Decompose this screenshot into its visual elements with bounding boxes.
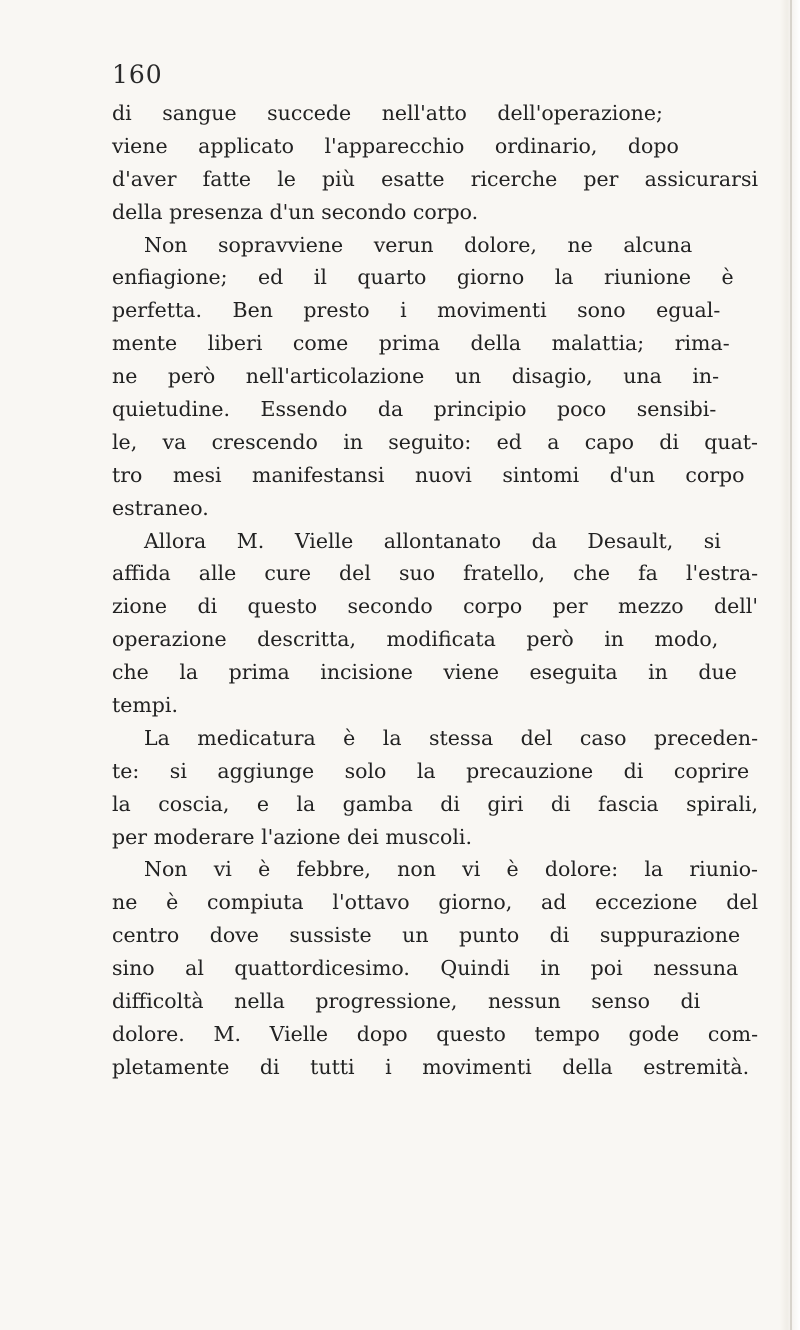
text-line-content: Non sopravviene verun dolore, ne alcuna <box>144 232 693 257</box>
text-line <box>112 952 758 985</box>
text-line <box>112 853 758 886</box>
text-line <box>112 919 758 952</box>
text-line-content: tro mesi manifestansi nuovi sintomi d'un corpo <box>112 462 745 487</box>
text-line-content: di sangue succede nell'atto dell'operazione; <box>112 101 663 125</box>
text-line <box>112 755 758 788</box>
text-line-content: difficoltà nella progressione, nessun senso di <box>112 989 701 1014</box>
text-line-content: La medicatura è la stessa del caso preceden- <box>144 725 759 750</box>
text-line-content: quietudine. Essendo da principio poco sensibi- <box>112 397 717 422</box>
text-line-content: mente liberi come prima della malattia; rima- <box>112 331 730 356</box>
text-line <box>112 1018 758 1051</box>
text-line-content: d'aver fatte le più esatte ricerche per assicurarsi <box>112 166 759 191</box>
page-number: 160 <box>112 60 163 89</box>
text-line-content: operazione descritta, modificata però in modo, <box>112 627 719 652</box>
text-line <box>112 327 758 360</box>
text-line-content: la coscia, e la gamba di giri di fascia spirali, <box>112 791 758 816</box>
text-line <box>112 788 758 821</box>
text-line <box>112 163 758 196</box>
text-line <box>112 426 758 459</box>
text-line-content: dolore. M. Vielle dopo questo tempo gode com- <box>112 1021 759 1046</box>
text-line <box>112 557 758 590</box>
text-line-content: che la prima incisione viene eseguita in due <box>112 660 737 685</box>
page-edge-line <box>790 0 792 1330</box>
text-line-content: perfetta. Ben presto i movimenti sono egual- <box>112 298 721 323</box>
text-line-content: Allora M. Vielle allontanato da Desault, si <box>144 528 721 553</box>
text-line-content: estraneo. <box>112 495 209 520</box>
text-line <box>112 722 758 755</box>
text-line <box>112 261 758 294</box>
text-line <box>112 393 758 426</box>
text-line-content: sino al quattordicesimo. Quindi in poi nessuna <box>112 956 739 981</box>
text-line-content: tempi. <box>112 693 179 718</box>
text-line-content: della presenza d'un secondo corpo. <box>112 199 479 224</box>
text-line <box>112 821 758 854</box>
body-text <box>112 97 758 1084</box>
text-line-content: zione di questo secondo corpo per mezzo dell' <box>112 594 758 619</box>
text-line-content: pletamente di tutti i movimenti della estremità. <box>112 1054 750 1079</box>
text-line <box>112 590 758 623</box>
text-line <box>112 623 758 656</box>
text-line-content: Non vi è febbre, non vi è dolore: la riunio- <box>144 857 758 882</box>
text-line <box>112 886 758 919</box>
text-line-content: ne è compiuta l'ottavo giorno, ad eccezione del <box>112 890 759 915</box>
text-line-content: affida alle cure del suo fratello, che fa l'estra- <box>112 561 759 586</box>
text-line-content: te: si aggiunge solo la precauzione di coprire <box>112 758 750 783</box>
text-line <box>112 360 758 393</box>
text-line <box>112 459 758 492</box>
text-line <box>112 1051 758 1084</box>
text-line <box>112 294 758 327</box>
text-line-content: le, va crescendo in seguito: ed a capo di quat- <box>112 429 758 454</box>
text-line <box>112 656 758 689</box>
text-line <box>112 525 758 558</box>
text-line-content: viene applicato l'apparecchio ordinario, dopo <box>112 133 679 158</box>
text-line <box>112 196 758 229</box>
text-line-content: per moderare l'azione dei muscoli. <box>112 824 472 849</box>
text-line <box>112 985 758 1018</box>
text-line-content: enfiagione; ed il quarto giorno la riunione è <box>112 265 734 290</box>
text-line <box>112 689 758 722</box>
text-line <box>112 229 758 262</box>
text-line-content: ne però nell'articolazione un disagio, una in- <box>112 364 720 389</box>
text-line <box>112 492 758 525</box>
text-line-content: centro dove sussiste un punto di suppurazione <box>112 923 741 948</box>
text-line <box>112 130 758 163</box>
text-line <box>112 97 758 130</box>
